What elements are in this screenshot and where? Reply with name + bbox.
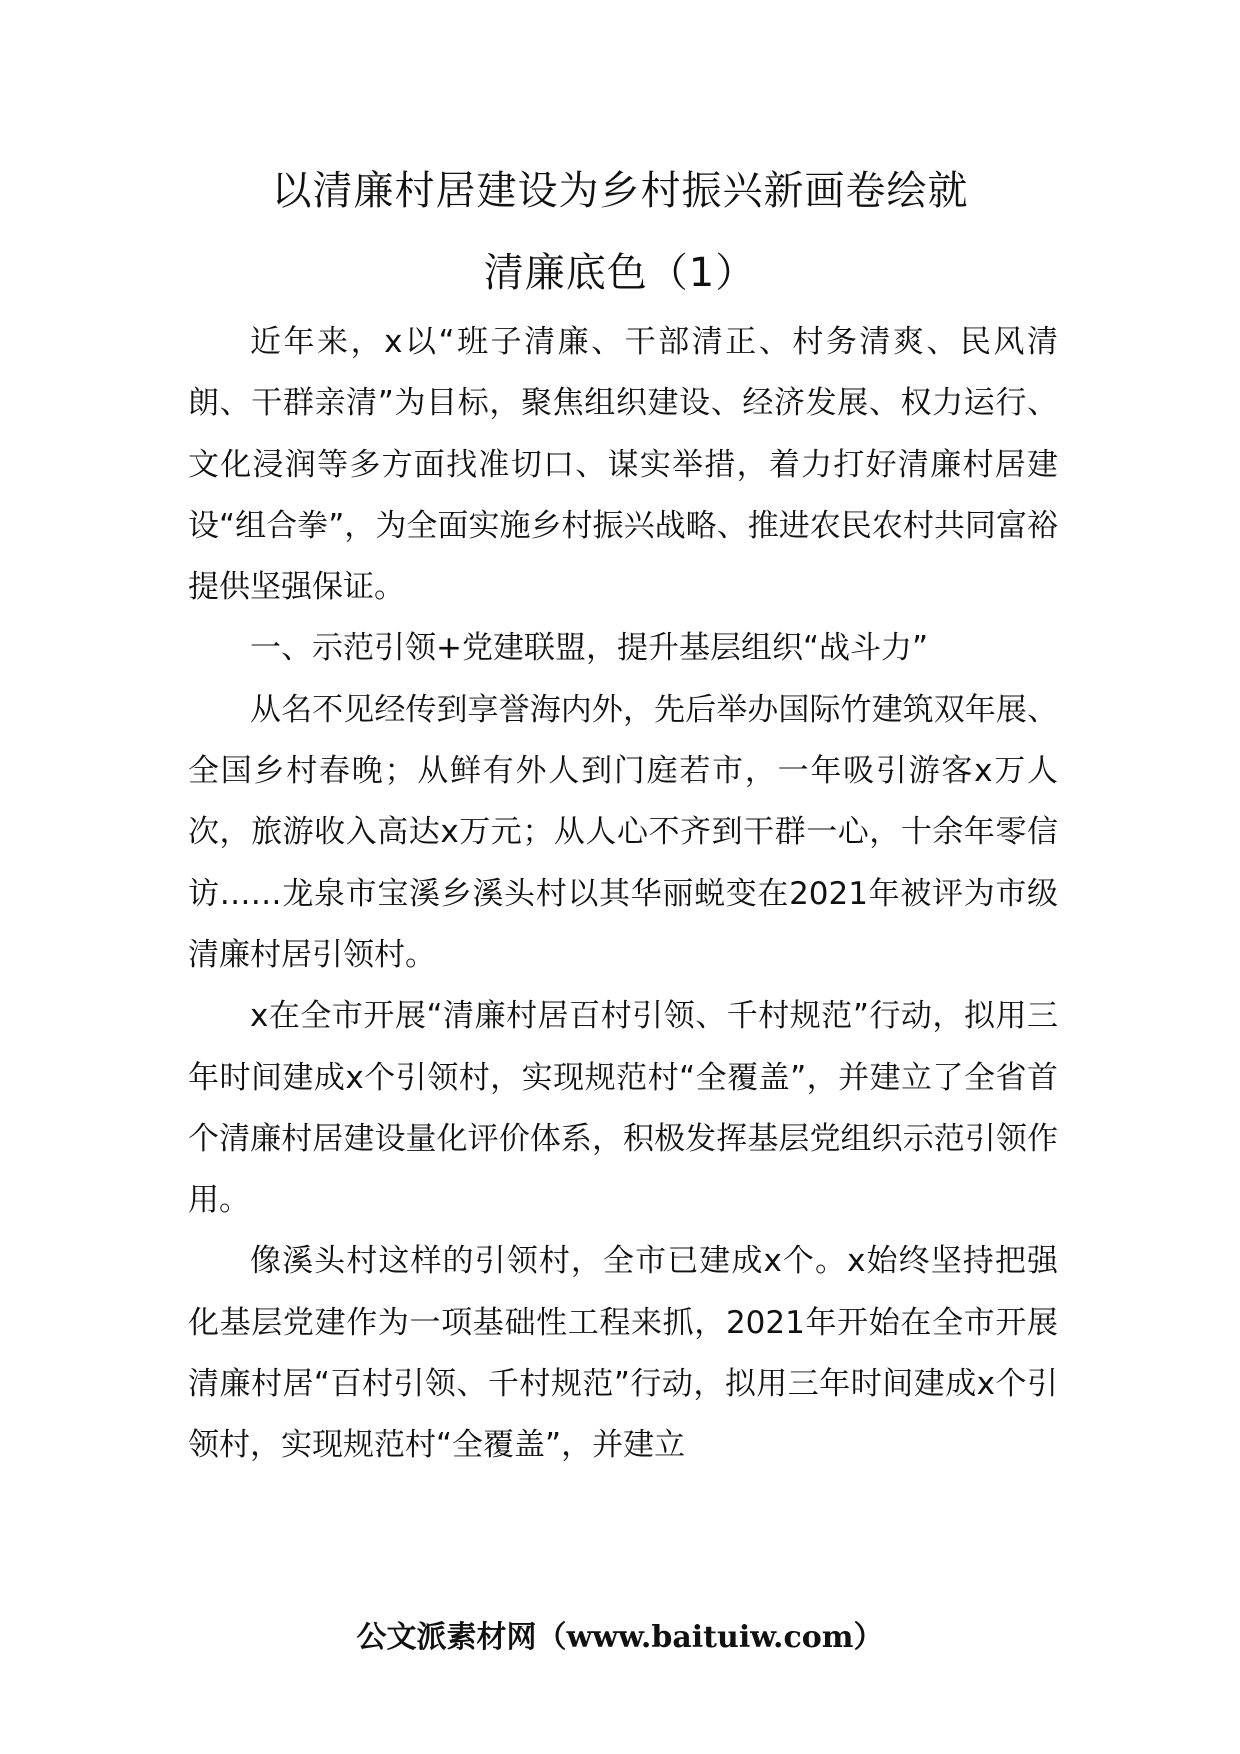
footer-watermark: 公文派素材网（www.baituiw.com） (356, 1620, 884, 1655)
paragraph-xitou-village: 从名不见经传到享誉海内外，先后举办国际竹建筑双年展、全国乡村春晚；从鲜有外人到门庭若市，一年吸引游客x万人次，旅游收入高达x万元；从人心不齐到干群一心，十余年零信访……龙泉市宝溪乡溪头村以其华丽蜕变在2021年被评为市级清廉村居引领村。 (188, 691, 1058, 973)
paragraph-intro: 近年来，x以“班子清廉、干部清正、村务清爽、民风清朗、干群亲清”为目标，聚焦组织建设、经济发展、权力运行、文化浸润等多方面找准切口、谋实举措，着力打好清廉村居建设“组合拳”，为全面实施乡村振兴战略、推进农民农村共同富裕提供坚强保证。 (188, 324, 1058, 606)
document-title-line-1: 以清廉村居建设为乡村振兴新画卷绘就 (271, 168, 969, 214)
paragraph-campaign: x在全市开展“清廉村居百村引领、千村规范”行动，拟用三年时间建成x个引领村，实现规范村“全覆盖”，并建立了全省首个清廉村居建设量化评价体系，积极发挥基层党组织示范引领作用。 (188, 998, 1058, 1219)
section-heading-1: 一、示范引领+党建联盟，提升基层组织“战斗力” (250, 630, 929, 667)
document-body (188, 312, 1058, 1477)
paragraph-leading-villages: 像溪头村这样的引领村，全市已建成x个。x始终坚持把强化基层党建作为一项基础性工程来抓，2021年开始在全市开展清廉村居“百村引领、千村规范”行动，拟用三年时间建成x个引领村，实现规范村“全覆盖”，并建立 (188, 1243, 1058, 1464)
document-title-line-2: 清廉底色（1） (483, 250, 757, 296)
